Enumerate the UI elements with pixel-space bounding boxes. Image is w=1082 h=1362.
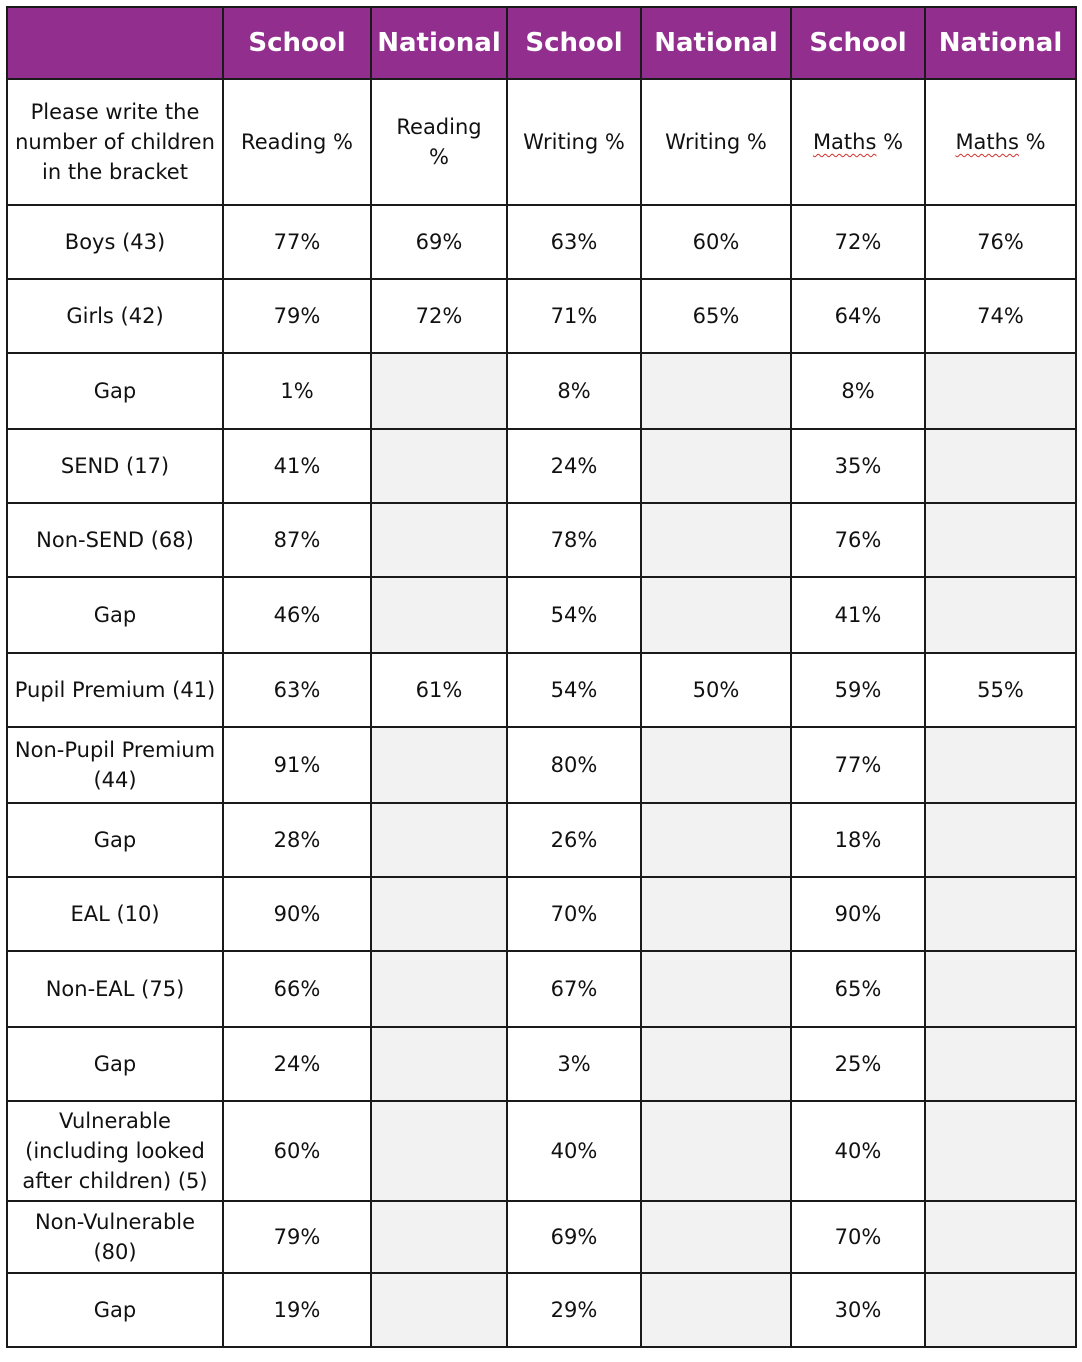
data-cell: 77% <box>223 205 371 279</box>
data-cell <box>641 1201 791 1273</box>
data-cell: 3% <box>507 1027 641 1101</box>
data-cell: 90% <box>223 877 371 951</box>
data-cell <box>925 1273 1076 1347</box>
data-cell: 50% <box>641 653 791 727</box>
data-cell <box>925 1027 1076 1101</box>
attainment-table <box>6 6 1077 1348</box>
subheader-unit: % <box>598 130 625 154</box>
data-cell <box>925 951 1076 1027</box>
data-cell <box>641 951 791 1027</box>
table-row <box>7 653 1076 727</box>
data-cell <box>641 1101 791 1201</box>
table-header <box>7 7 1076 79</box>
subheader-unit: % <box>876 130 904 154</box>
data-cell: 59% <box>791 653 925 727</box>
data-cell: 18% <box>791 803 925 877</box>
data-cell: 41% <box>791 577 925 653</box>
row-label: Gap <box>7 803 223 877</box>
data-cell: 64% <box>791 279 925 353</box>
header-national-maths: National <box>925 7 1076 79</box>
subheader-word: Writing <box>523 130 599 154</box>
table-row <box>7 279 1076 353</box>
subheader-word: Writing <box>665 130 741 154</box>
table-row <box>7 1101 1076 1201</box>
row-label: Gap <box>7 1273 223 1347</box>
data-cell <box>371 803 507 877</box>
row-label: Non-Pupil Premium (44) <box>7 727 223 803</box>
data-cell: 76% <box>791 503 925 577</box>
table-row <box>7 803 1076 877</box>
data-cell: 61% <box>371 653 507 727</box>
row-label: Non-SEND (68) <box>7 503 223 577</box>
row-label: Gap <box>7 353 223 429</box>
data-cell: 40% <box>507 1101 641 1201</box>
data-cell <box>641 1273 791 1347</box>
data-cell: 30% <box>791 1273 925 1347</box>
table-row <box>7 205 1076 279</box>
subheader-national-reading <box>371 79 507 205</box>
data-cell: 70% <box>791 1201 925 1273</box>
data-cell: 19% <box>223 1273 371 1347</box>
data-cell <box>371 503 507 577</box>
data-cell: 60% <box>641 205 791 279</box>
data-cell <box>925 429 1076 503</box>
data-cell <box>641 577 791 653</box>
subheader-school-writing <box>507 79 641 205</box>
data-cell <box>371 877 507 951</box>
data-cell <box>371 353 507 429</box>
data-cell <box>925 353 1076 429</box>
data-cell: 28% <box>223 803 371 877</box>
data-cell: 69% <box>507 1201 641 1273</box>
table-row <box>7 353 1076 429</box>
data-cell: 46% <box>223 577 371 653</box>
data-cell: 67% <box>507 951 641 1027</box>
subheader-unit: % <box>326 130 353 154</box>
table-row <box>7 1201 1076 1273</box>
table-row <box>7 429 1076 503</box>
table-row <box>7 503 1076 577</box>
row-label: Gap <box>7 577 223 653</box>
data-cell: 25% <box>791 1027 925 1101</box>
data-cell <box>641 877 791 951</box>
data-cell: 63% <box>223 653 371 727</box>
table-body <box>7 79 1076 1347</box>
data-cell <box>371 1027 507 1101</box>
data-cell: 87% <box>223 503 371 577</box>
header-school-maths: School <box>791 7 925 79</box>
data-cell: 71% <box>507 279 641 353</box>
data-cell <box>925 877 1076 951</box>
data-cell <box>641 803 791 877</box>
row-label: Non-Vulnerable (80) <box>7 1201 223 1273</box>
data-cell: 78% <box>507 503 641 577</box>
data-cell: 35% <box>791 429 925 503</box>
row-label: Boys (43) <box>7 205 223 279</box>
data-cell <box>925 803 1076 877</box>
table-row <box>7 577 1076 653</box>
data-cell <box>925 1101 1076 1201</box>
row-label: SEND (17) <box>7 429 223 503</box>
subheader-unit: % <box>740 130 767 154</box>
data-cell <box>925 503 1076 577</box>
data-cell: 72% <box>371 279 507 353</box>
row-label: Gap <box>7 1027 223 1101</box>
data-cell: 77% <box>791 727 925 803</box>
data-cell: 80% <box>507 727 641 803</box>
data-cell: 54% <box>507 577 641 653</box>
row-label: Pupil Premium (41) <box>7 653 223 727</box>
table-row <box>7 1027 1076 1101</box>
table-row <box>7 877 1076 951</box>
data-cell: 69% <box>371 205 507 279</box>
data-cell: 65% <box>791 951 925 1027</box>
data-cell <box>371 1201 507 1273</box>
subheader-school-reading <box>223 79 371 205</box>
data-cell <box>925 577 1076 653</box>
data-cell: 63% <box>507 205 641 279</box>
subheader-unit: % <box>1018 130 1046 154</box>
data-cell: 74% <box>925 279 1076 353</box>
data-cell: 79% <box>223 1201 371 1273</box>
header-national-reading: National <box>371 7 507 79</box>
subheader-school-maths <box>791 79 925 205</box>
header-row <box>7 7 1076 79</box>
data-cell: 1% <box>223 353 371 429</box>
header-school-writing: School <box>507 7 641 79</box>
data-cell: 24% <box>507 429 641 503</box>
header-school-reading: School <box>223 7 371 79</box>
subheader-word: Maths <box>812 130 877 154</box>
data-cell: 70% <box>507 877 641 951</box>
table-row <box>7 1273 1076 1347</box>
data-cell <box>641 727 791 803</box>
row-label: Non-EAL (75) <box>7 951 223 1027</box>
data-cell: 8% <box>791 353 925 429</box>
data-cell: 55% <box>925 653 1076 727</box>
subheader-unit: % <box>429 145 449 169</box>
data-cell: 41% <box>223 429 371 503</box>
header-national-writing: National <box>641 7 791 79</box>
row-label: Vulnerable (including looked after children) (5) <box>7 1101 223 1201</box>
subheader-row <box>7 79 1076 205</box>
data-cell <box>641 429 791 503</box>
data-cell: 24% <box>223 1027 371 1101</box>
row-label: Girls (42) <box>7 279 223 353</box>
data-cell <box>641 1027 791 1101</box>
data-cell: 65% <box>641 279 791 353</box>
subheader-word: Reading <box>396 115 482 139</box>
corner-instruction: Please write the number of children in the bracket <box>7 79 223 205</box>
data-cell: 76% <box>925 205 1076 279</box>
subheader-word: Reading <box>241 130 327 154</box>
header-corner-cell <box>7 7 223 79</box>
data-cell: 79% <box>223 279 371 353</box>
data-cell <box>641 353 791 429</box>
data-cell <box>925 727 1076 803</box>
data-cell <box>641 503 791 577</box>
data-cell <box>371 727 507 803</box>
subheader-word: Maths <box>955 130 1019 154</box>
data-cell: 29% <box>507 1273 641 1347</box>
data-cell: 8% <box>507 353 641 429</box>
data-cell: 40% <box>791 1101 925 1201</box>
data-cell <box>371 1101 507 1201</box>
data-cell: 90% <box>791 877 925 951</box>
table-row <box>7 951 1076 1027</box>
table-row <box>7 727 1076 803</box>
data-cell: 54% <box>507 653 641 727</box>
row-label: EAL (10) <box>7 877 223 951</box>
data-cell: 26% <box>507 803 641 877</box>
subheader-national-maths <box>925 79 1076 205</box>
data-cell <box>371 951 507 1027</box>
data-cell: 66% <box>223 951 371 1027</box>
data-cell: 60% <box>223 1101 371 1201</box>
data-cell <box>371 1273 507 1347</box>
data-cell <box>371 577 507 653</box>
data-cell <box>371 429 507 503</box>
subheader-national-writing <box>641 79 791 205</box>
data-cell: 72% <box>791 205 925 279</box>
data-cell <box>925 1201 1076 1273</box>
data-cell: 91% <box>223 727 371 803</box>
